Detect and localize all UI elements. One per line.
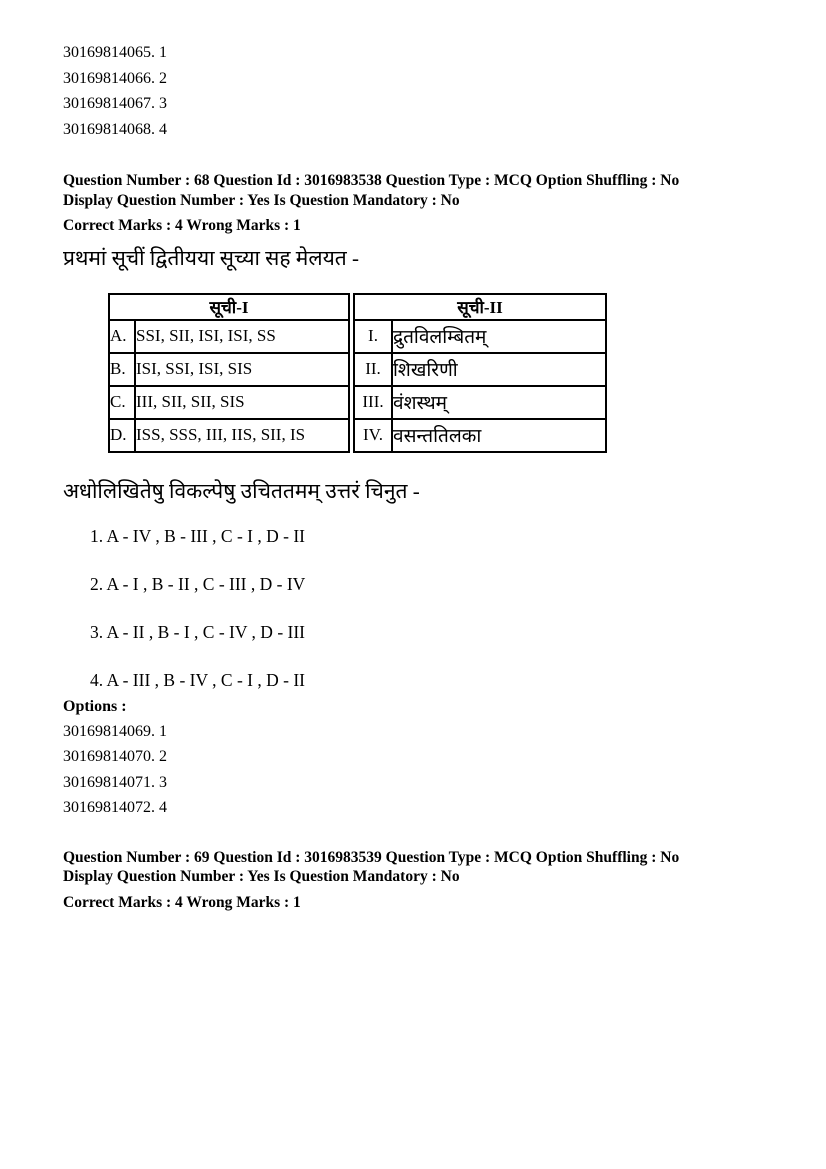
question-meta-line-2: Display Question Number : Yes Is Question Mandatory : No — [63, 868, 460, 885]
option-id-line — [63, 770, 786, 796]
option-id: 30169814072. — [63, 799, 155, 816]
question-instruction: अधोलिखितेषु विकल्पेषु उचिततमम् उत्तरं चिनुत - — [63, 478, 420, 503]
choice-3 — [90, 623, 786, 641]
option-value: 4 — [159, 120, 167, 138]
option-value: 3 — [159, 773, 167, 791]
row-letter: A. — [109, 320, 135, 353]
choice-number: 2. — [90, 573, 104, 594]
question-prompt: प्रथमां सूचीं द्वितीयया सूच्या सह मेलयत - — [63, 245, 359, 270]
row-pattern: SSI, SII, ISI, ISI, SS — [135, 320, 352, 353]
option-id: 30169814066. — [63, 69, 155, 87]
choice-2 — [90, 575, 786, 593]
choice-text: A - III , B - IV , C - I , D - II — [106, 669, 306, 690]
choice-number: 4. — [90, 669, 104, 690]
table-row — [109, 353, 606, 386]
table-row — [109, 419, 606, 452]
row-roman: III. — [352, 386, 393, 419]
question-68-option-id-list — [63, 719, 786, 821]
row-roman: II. — [352, 353, 393, 386]
option-id: 30169814065. — [63, 44, 155, 61]
choice-4 — [90, 671, 786, 689]
table-row — [109, 386, 606, 419]
choice-text: A - IV , B - III , C - I , D - II — [106, 525, 306, 546]
row-letter: D. — [109, 419, 135, 452]
row-meter: द्रुतविलम्बितम् — [392, 320, 606, 353]
choice-text: A - I , B - II , C - III , D - IV — [106, 573, 306, 594]
option-id-line — [63, 66, 786, 92]
option-id: 30169814071. — [63, 773, 155, 791]
option-value: 2 — [159, 748, 167, 765]
choice-number: 3. — [90, 621, 104, 642]
match-table — [108, 293, 607, 453]
option-id-line — [63, 40, 786, 66]
choice-number: 1. — [90, 525, 104, 546]
question-69-meta — [63, 848, 786, 913]
choice-text: A - II , B - I , C - IV , D - III — [106, 621, 306, 642]
option-id: 30169814070. — [63, 748, 155, 765]
list2-header: सूची-II — [352, 294, 607, 320]
question-meta-line-2: Display Question Number : Yes Is Question Mandatory : No — [63, 191, 460, 209]
option-id-line — [63, 117, 786, 143]
prev-question-option-id-list — [63, 40, 786, 142]
answer-choices — [63, 527, 786, 689]
question-meta-line-1: Question Number : 69 Question Id : 3016983539 Question Type : MCQ Option Shuffling : No — [63, 848, 680, 866]
option-id: 30169814068. — [63, 120, 155, 138]
table-header-row — [109, 294, 606, 320]
option-id-line — [63, 795, 786, 821]
choice-1 — [90, 527, 786, 545]
row-meter: वसन्ततिलका — [392, 419, 606, 452]
option-value: 2 — [159, 69, 167, 87]
option-id-line — [63, 719, 786, 745]
question-68-meta — [63, 171, 786, 236]
option-id: 30169814067. — [63, 95, 155, 112]
options-label: Options : — [63, 697, 127, 715]
list1-header: सूची-I — [109, 294, 352, 320]
option-id: 30169814069. — [63, 722, 155, 740]
question-meta-marks: Correct Marks : 4 Wrong Marks : 1 — [63, 217, 301, 234]
row-roman: IV. — [352, 419, 393, 452]
option-value: 4 — [159, 799, 167, 816]
option-value: 1 — [159, 44, 167, 61]
row-pattern: ISS, SSS, III, IIS, SII, IS — [135, 419, 352, 452]
row-letter: B. — [109, 353, 135, 386]
option-value: 3 — [159, 95, 167, 112]
table-row — [109, 320, 606, 353]
row-roman: I. — [352, 320, 393, 353]
option-id-line — [63, 744, 786, 770]
row-letter: C. — [109, 386, 135, 419]
row-pattern: III, SII, SII, SIS — [135, 386, 352, 419]
row-pattern: ISI, SSI, ISI, SIS — [135, 353, 352, 386]
option-id-line — [63, 91, 786, 117]
row-meter: वंशस्थम् — [392, 386, 606, 419]
question-meta-line-1: Question Number : 68 Question Id : 3016983538 Question Type : MCQ Option Shuffling : No — [63, 172, 680, 189]
row-meter: शिखरिणी — [392, 353, 606, 386]
option-value: 1 — [159, 722, 167, 740]
question-meta-marks: Correct Marks : 4 Wrong Marks : 1 — [63, 893, 301, 911]
